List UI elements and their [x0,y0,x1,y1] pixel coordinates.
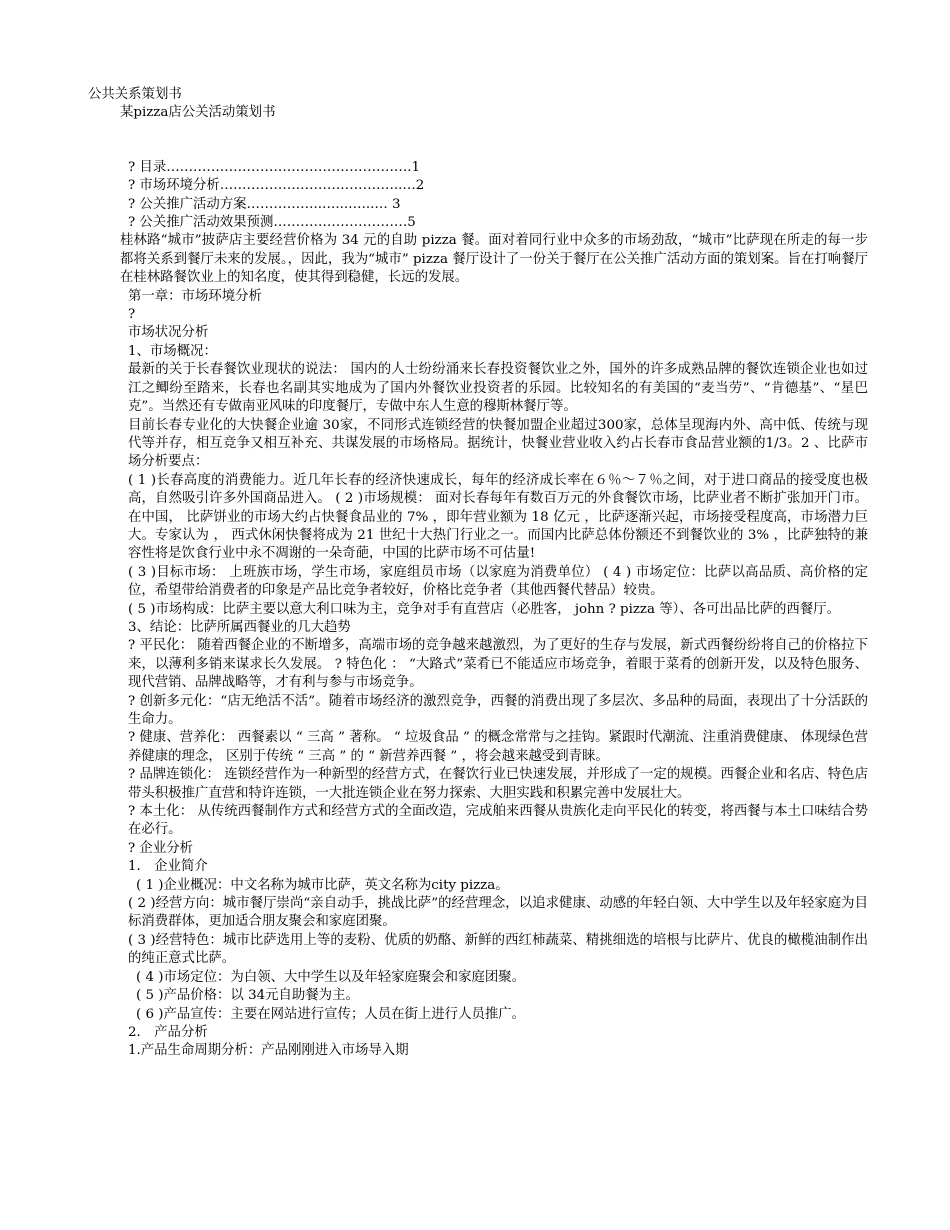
paragraph: ( 6 )产品宣传：主要在网站进行宣传；人员在街上进行人员推广。 [136,1006,526,1022]
paragraph: 最新的关于长春餐饮业现状的说法： 国内的人士纷纷涌来长春投资餐饮业之外，国外的许多成熟品牌的餐饮连锁企业也如过江之鲫纷至踏来，长春也名副其实地成为了国内外餐饮业投资者的乐园。比较知名的有美国的“麦当劳”、“肯德基”、“星巴克”。当然还有专做南亚风味的印度餐厅，专做中东人生意的穆斯林餐厅等。 [128,362,868,415]
paragraph: ( 3 )经营特色：城市比萨选用上等的麦粉、优质的奶酪、新鲜的西红柿蔬菜、精挑细选的培根与比萨片、优良的橄榄油制作出的纯正意式比萨。 [128,932,868,967]
paragraph: 第一章：市场环境分析 [128,288,262,304]
paragraph: 桂林路“城市”披萨店主要经营价格为 34 元的自助 pizza 餐。面对着同行业中众多的市场劲敌，“城市”比萨现在所走的每一步都将关系到餐厅未来的发展。，因此，我为“城市” pizza 餐厅设计了一份关于餐厅在公关推广活动方面的策划案。旨在打响餐厅在桂林路餐饮业上的知名度，使其得到稳健，长远的发展。 [120,233,868,286]
toc-item: ? 市场环境分析…………………………………..…2 [128,178,425,194]
paragraph: 2． 产品分析 [128,1024,208,1040]
paragraph: 目前长春专业化的大快餐企业逾 30家，不同形式连锁经营的快餐加盟企业超过300家，总体呈现海内外、高中低、传统与现代等并存，相互竞争又相互补充、共谋发展的市场格局。据统计，快餐业营业收入约占长春市食品营业额的1/3。2 、比萨市场分析要点： [128,417,868,470]
paragraph: 1、市场概况： [128,343,217,359]
document-page [88,86,868,1061]
paragraph: 3、结论：比萨所属西餐业的几大趋势 [128,619,351,635]
table-of-contents [88,159,868,233]
paragraph: ( 2 )经营方向：城市餐厅崇尚“亲自动手，挑战比萨”的经营理念，以追求健康、动感的年轻白领、大中学生以及年轻家庭为目标消费群体，更加适合朋友聚会和家庭团聚。 [128,896,868,930]
paragraph: ( 3 )目标市场： 上班族市场，学生市场，家庭组员市场（以家庭为消费单位） ( 4 ) 市场定位：比萨以高品质、高价格的定位，希望带给消费者的印象是产品比竞争者较好，价格比竞争者（其他西餐代替品）较贵。 [128,564,868,599]
paragraph: ? [128,307,136,323]
toc-item: ? 公关推广活动方案……………..…...…...… 3 [128,196,401,212]
toc-item: ? 目录……………………………………………….1 [128,159,421,175]
paragraph: 市场状况分析 [128,325,209,341]
paragraph: ( 1 )企业概况：中文名称为城市比萨，英文名称为city pizza。 [136,877,509,893]
paragraph: ? 创新多元化：“店无绝活不活”。随着市场经济的激烈竞争，西餐的消费出现了多层次、多品种的局面，表现出了十分活跃的生命力。 [128,693,868,727]
paragraph: 1． 企业简介 [128,859,208,875]
paragraph: ( 1 )长春高度的消费能力。近几年长春的经济快速成长，每年的经济成长率在６％～７％之间，对于进口商品的接受度也极高，自然吸引许多外国商品进入。 ( 2 )市场规模： 面对长春每年有数百万元的外食餐饮市场，比萨业者不断扩张加开门市。在中国， 比萨饼业的市场大约占快餐食品业的 7% ，即年营业额为 18 亿元 ，比萨逐渐兴起，市场接受程度高，市场潜力巨大。专家认为 ， 西式休闲快餐将成为 21 世纪十大热门行业之一。而国内比萨总体份额还不到餐饮业的 3% ，比萨独特的兼容性将是饮食行业中永不凋谢的一朵奇葩，中国的比萨市场不可估量! [128,472,868,562]
paragraph: ? 平民化： 随着西餐企业的不断增多，高端市场的竞争越来越激烈，为了更好的生存与发展，新式西餐纷纷将自己的价格拉下来，以薄利多销来谋求长久发展。 ? 特色化 ： “大路式”菜肴已不能适应市场竞争，着眼于菜肴的创新开发，以及特色服务、现代营销、品牌战略等，才有利与参与市场竞争。 [128,638,868,691]
paragraph: ? 品牌连锁化： 连锁经营作为一种新型的经营方式，在餐饮行业已快速发展，并形成了一定的规模。西餐企业和名店、特色店带头积极推广直营和特许连锁，一大批连锁企业在努力探索、大胆实践和积累完善中发展壮大。 [128,767,868,801]
document-title: 公共关系策划书 [88,87,182,102]
paragraph: ( 5 )市场构成：比萨主要以意大利口味为主，竞争对手有直营店（必胜客， john ? pizza 等）、各可出品比萨的西餐厅。 [128,601,840,617]
spacer [88,123,868,159]
paragraph: ? 本土化： 从传统西餐制作方式和经营方式的全面改造，完成舶来西餐从贵族化走向平民化的转变，将西餐与本土口味结合势在必行。 [128,804,868,838]
toc-item: ? 公关推广活动效果预测…………………………5 [128,215,416,231]
document-subtitle: 某pizza店公关活动策划书 [120,105,276,121]
paragraph: ? 企业分析 [128,840,193,856]
document-body [88,232,868,1060]
paragraph: ( 5 )产品价格：以 34元自助餐为主。 [136,988,359,1004]
paragraph: ( 4 )市场定位：为白领、大中学生以及年轻家庭聚会和家庭团聚。 [136,969,526,985]
paragraph: 1.产品生命周期分析：产品刚刚进入市场导入期 [128,1043,409,1059]
paragraph: ? 健康、营养化： 西餐素以 “ 三高 ” 著称。 “ 垃圾食品 ” 的概念常常与之挂钩。紧跟时代潮流、注重消费健康、 体现绿色营养健康的理念， 区别于传统 “ 三高 ” 的 “ 新营养西餐 ” ，将会越来越受到青睐。 [128,730,868,764]
